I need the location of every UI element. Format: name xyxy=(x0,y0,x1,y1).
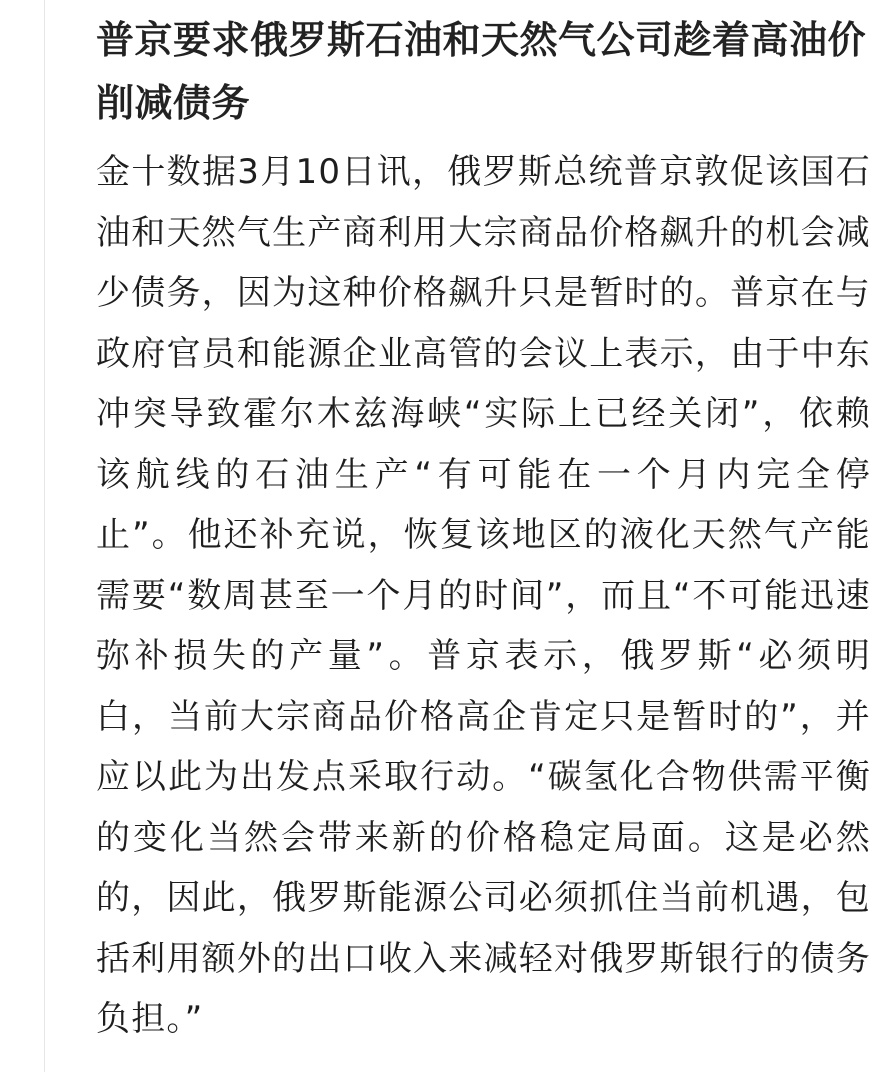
article-headline: 普京要求俄罗斯石油和天然气公司趁着高油价削减债务 xyxy=(96,17,867,125)
article-body: 金十数据3月10日讯，俄罗斯总统普京敦促该国石油和天然气生产商利用大宗商品价格飙升的机会减少债务，因为这种价格飙升只是暂时的。普京在与政府官员和能源企业高管的会议上表示，由于中东冲突导致霍尔木兹海峡“实际上已经关闭”，依赖该航线的石油生产“有可能在一个月内完全停止”。他还补充说，恢复该地区的液化天然气产能需要“数周甚至一个月的时间”，而且“不可能迅速弥补损失的产量”。普京表示，俄罗斯“必须明白，当前大宗商品价格高企肯定只是暂时的”，并应以此为出发点采取行动。“碳氢化合物供需平衡的变化当然会带来新的价格稳定局面。这是必然的，因此，俄罗斯能源公司必须抓住当前机遇，包括利用额外的出口收入来减轻对俄罗斯银行的债务负担。” xyxy=(96,152,871,1039)
bottom-cutoff xyxy=(0,1072,881,1082)
page-left-border xyxy=(44,0,45,1082)
news-article xyxy=(96,8,871,1050)
